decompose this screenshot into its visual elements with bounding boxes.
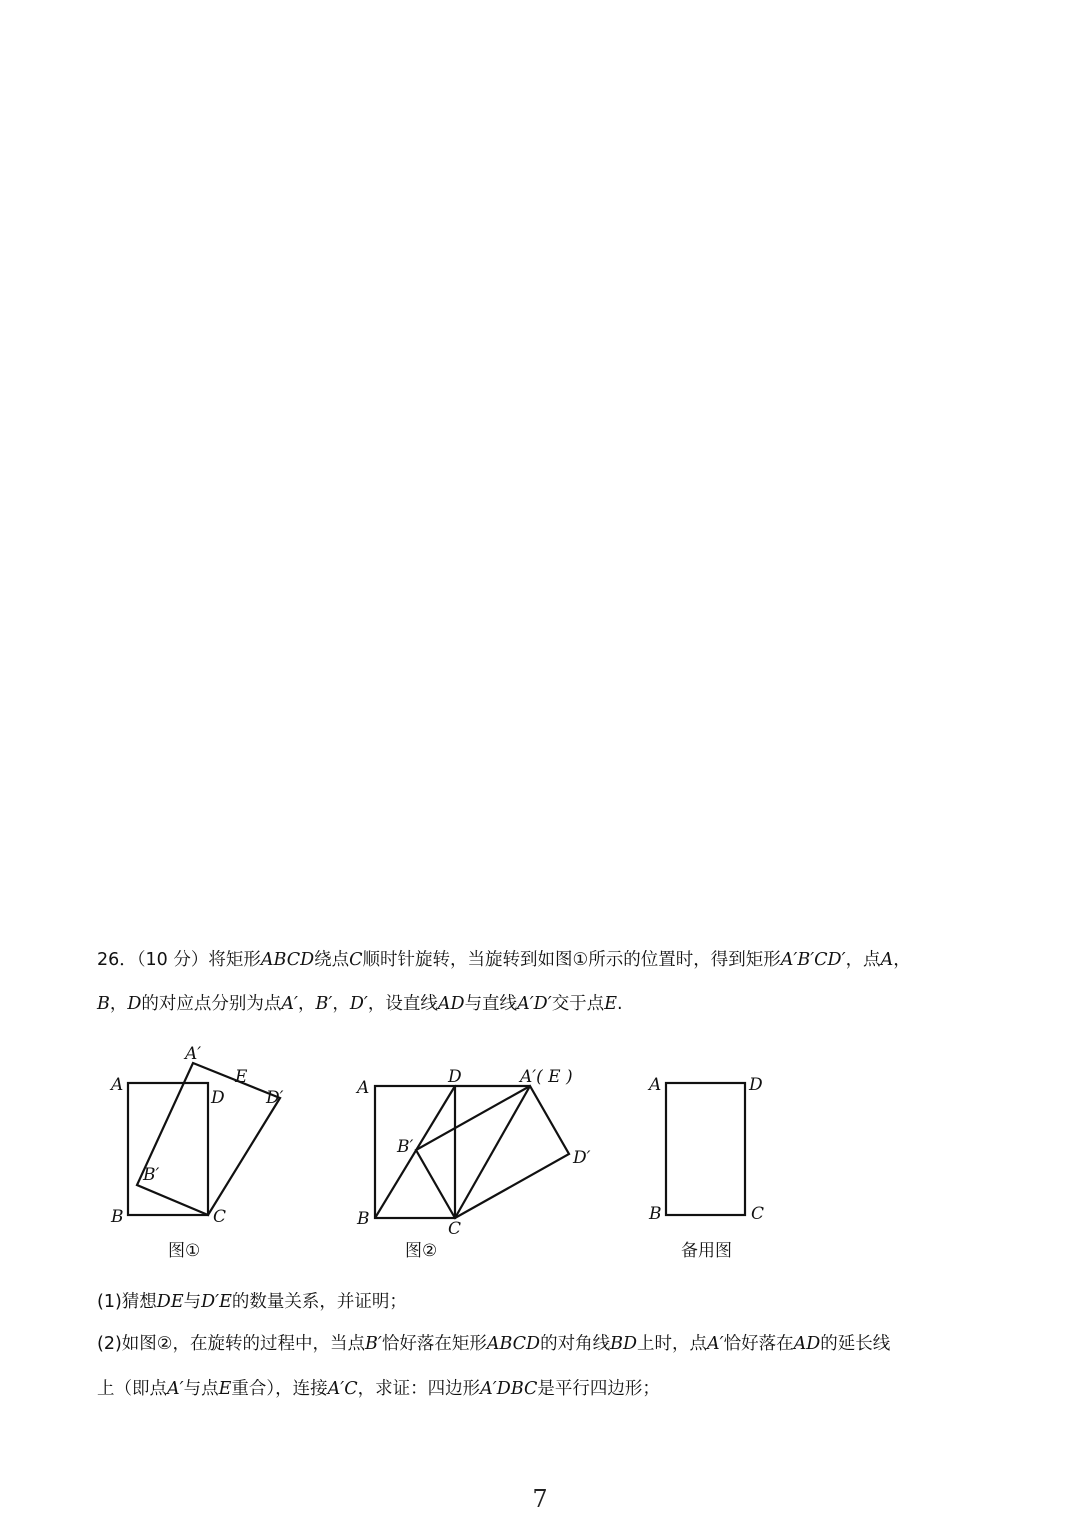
fig3-label-b: B: [649, 1204, 662, 1224]
question-line-2: B，D的对应点分别为点A′，B′，D′，设直线AD与直线A′D′交于点E.: [97, 994, 623, 1014]
fig3-caption: 备用图: [681, 1241, 732, 1261]
fig2-labels: [355, 1067, 591, 1235]
question-score: （10 分）: [136, 950, 209, 970]
fig3-label-d: D: [749, 1075, 763, 1095]
figures-panel: [0, 1035, 1080, 1235]
question-line-1: 26．（10 分）将矩形ABCD绕点C顺时针旋转，当旋转到如图①所示的位置时，得到矩形A′B′CD′，点A，: [97, 950, 911, 970]
fig1-label-c: C: [213, 1207, 227, 1227]
question-number: 26．: [97, 950, 137, 970]
fig2-label-c: C: [448, 1219, 462, 1235]
figure-1: [128, 1063, 280, 1215]
fig2-label-a1e: A′( E ): [520, 1067, 573, 1087]
circled-two: ②: [156, 1334, 173, 1354]
part-2-line-2: 上（即点A′与点E重合），连接A′C，求证：四边形A′DBC是平行四边形；: [97, 1379, 660, 1399]
fig3-labels: [647, 1075, 764, 1224]
fig1-caption: 图①: [168, 1241, 201, 1261]
page-number: 7: [532, 1485, 548, 1513]
fig1-label-a1: A′: [185, 1044, 202, 1064]
fig1-label-b1: B′: [143, 1165, 160, 1185]
fig2-label-d1: D′: [573, 1148, 591, 1168]
fig2-label-d: D: [448, 1067, 462, 1087]
fig3-label-c: C: [751, 1204, 765, 1224]
fig2-label-a: A: [357, 1078, 370, 1098]
fig2-caption: 图②: [405, 1241, 438, 1261]
fig3-label-a: A: [649, 1075, 662, 1095]
fig1-label-e: E: [235, 1067, 248, 1087]
fig2-label-b1: B′: [397, 1137, 414, 1157]
part-2-line-1: (2)如图②，在旋转的过程中，当点B′恰好落在矩形ABCD的对角线BD上时，点A′恰好落在AD的延长线: [97, 1334, 891, 1354]
circled-one: ①: [572, 950, 589, 970]
figure-3: [666, 1083, 745, 1215]
part-1: (1)猜想DE与D′E的数量关系，并证明；: [97, 1292, 407, 1312]
fig1-label-d1: D′: [266, 1088, 284, 1108]
fig1-label-d: D: [211, 1088, 225, 1108]
fig2-label-b: B: [357, 1209, 370, 1229]
fig1-rect-abcd: [128, 1083, 208, 1215]
fig1-label-b: B: [111, 1207, 124, 1227]
fig1-label-a: A: [111, 1075, 124, 1095]
fig3-rect-abcd: [666, 1083, 745, 1215]
